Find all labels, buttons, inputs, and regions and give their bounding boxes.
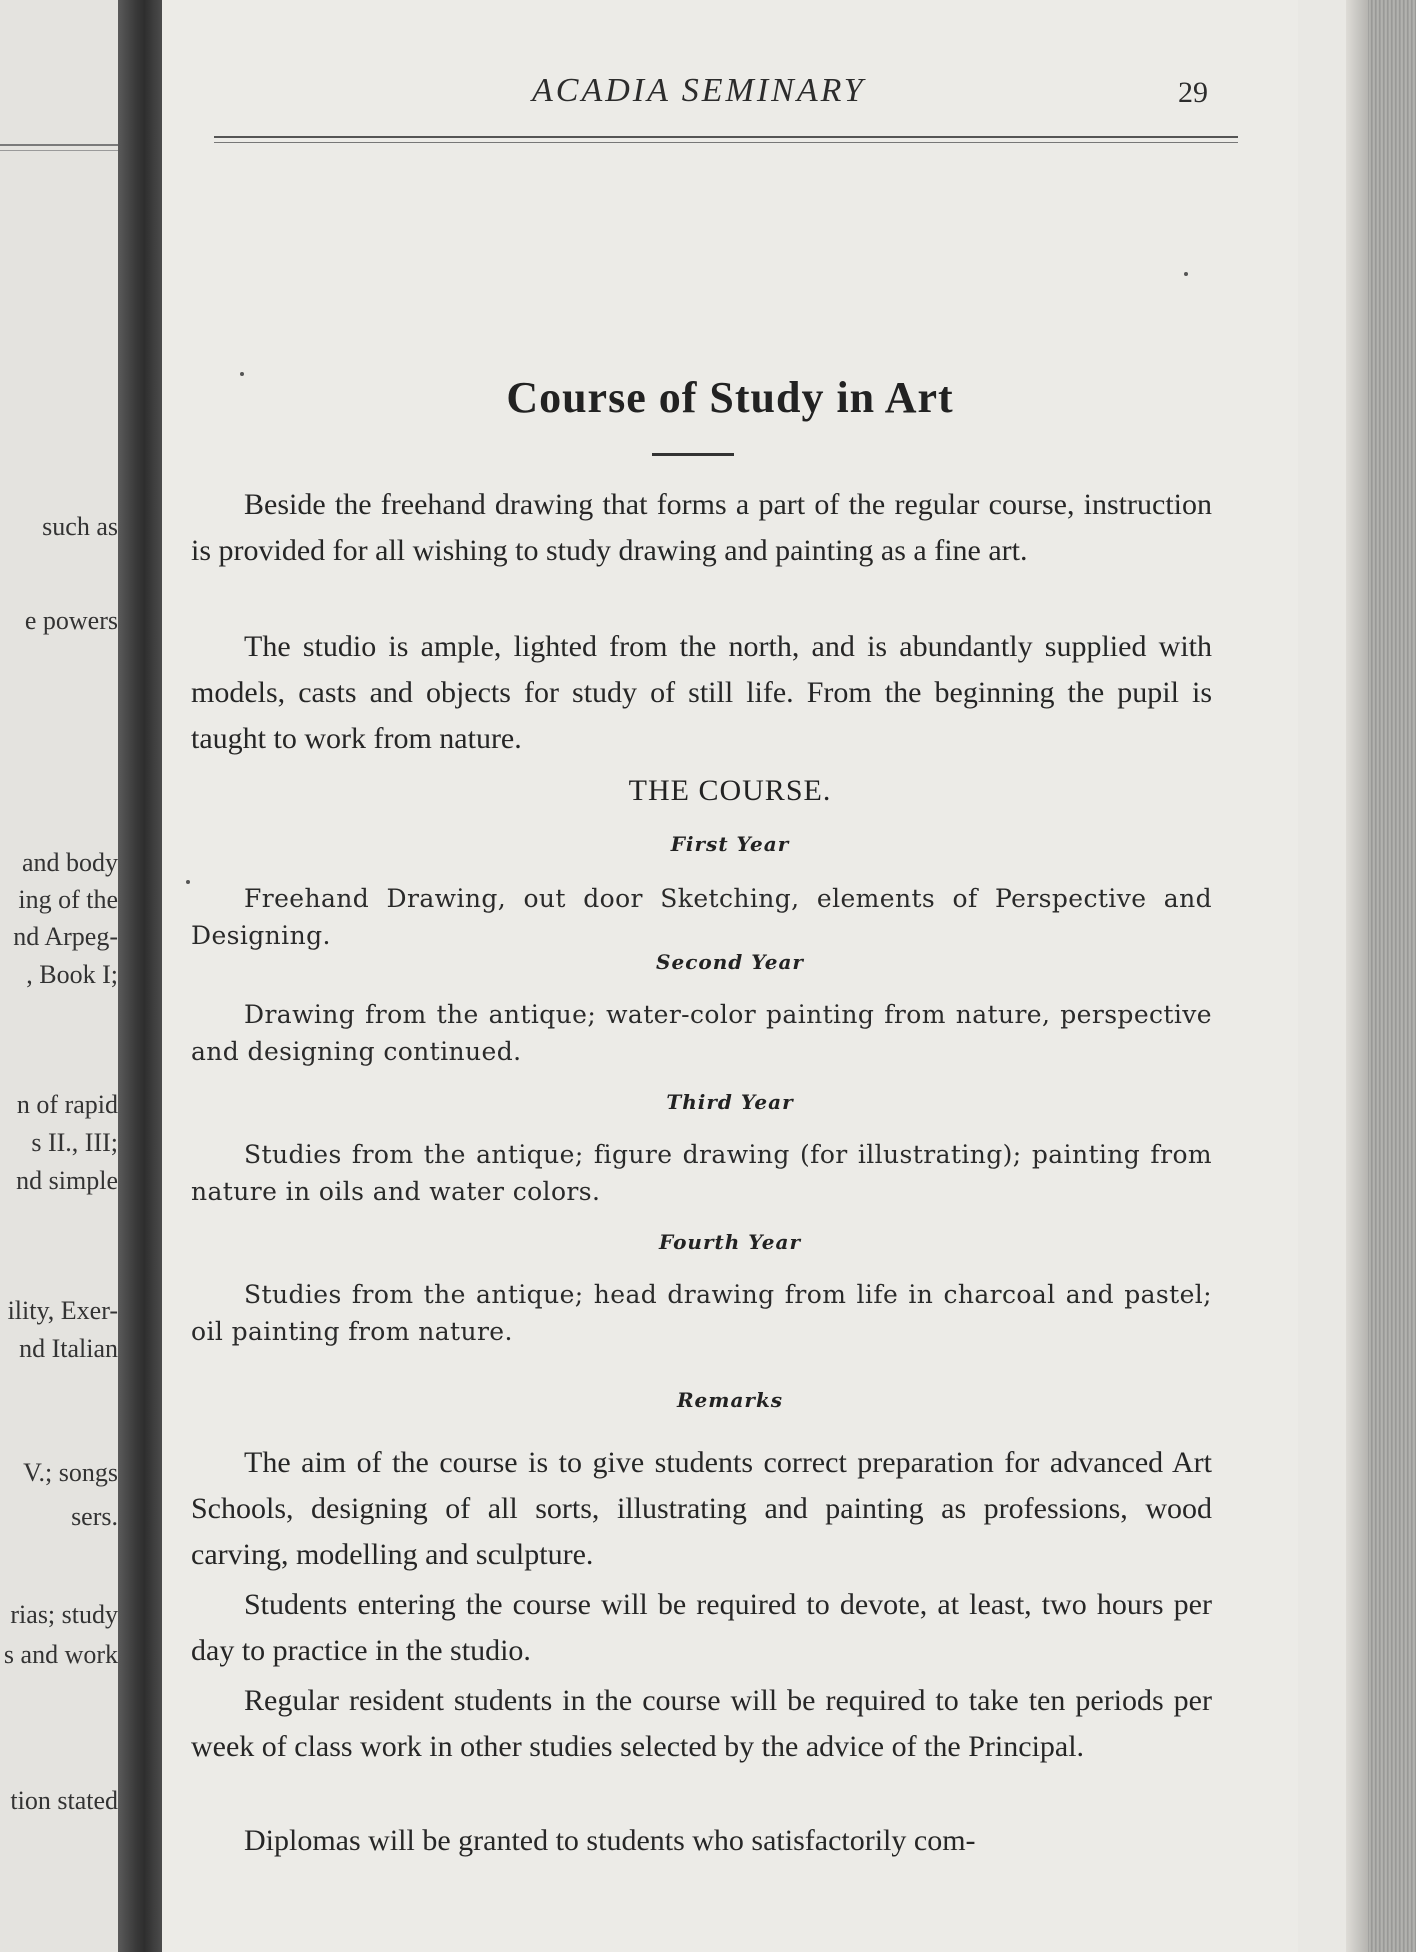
year-text-first: Freehand Drawing, out door Sketching, elements of Perspective and Designing. bbox=[191, 884, 1212, 950]
facing-page-line: e powers bbox=[24, 606, 118, 635]
book-binding-gutter bbox=[118, 0, 162, 1952]
year-text-third: Studies from the antique; figure drawing (for illustrating); painting from nature in oils and water colors. bbox=[191, 1140, 1212, 1206]
header-rule bbox=[214, 136, 1238, 138]
facing-page-line: ing of the bbox=[18, 885, 118, 914]
page-header bbox=[192, 62, 1232, 122]
facing-page bbox=[0, 0, 128, 1952]
facing-page-header-rule bbox=[0, 144, 118, 146]
facing-page-line: tion stated bbox=[10, 1786, 118, 1815]
page-edge-shadow bbox=[1346, 0, 1368, 1952]
remarks-heading: Remarks bbox=[676, 1388, 784, 1412]
intro-paragraph-2: The studio is ample, lighted from the north, and is abundantly supplied with models, casts and objects for study of still life. From the beginning the pupil is taught to work from nature. bbox=[191, 630, 1212, 755]
facing-page-line: nd simple bbox=[16, 1166, 118, 1195]
facing-page-line: s and work bbox=[3, 1640, 118, 1669]
page-number: 29 bbox=[1178, 76, 1208, 109]
year-heading-second: Second Year bbox=[656, 950, 804, 974]
book-page-edges bbox=[1368, 0, 1416, 1952]
remarks-paragraph-4: Diplomas will be granted to students who satisfactorily com- bbox=[244, 1824, 976, 1857]
running-head: ACADIA SEMINARY bbox=[532, 72, 866, 109]
facing-page-line: sers. bbox=[71, 1502, 118, 1531]
remarks-paragraph-1: The aim of the course is to give students correct preparation for advanced Art Schools, designing of all sorts, illustrating and painting as professions, wood carving, modelling and sculpture. bbox=[191, 1446, 1212, 1571]
book-page bbox=[162, 0, 1298, 1952]
page-title: Course of Study in Art bbox=[506, 373, 954, 422]
paper-speck bbox=[1184, 272, 1188, 276]
facing-page-header-rule-thin bbox=[0, 150, 118, 151]
course-heading: THE COURSE. bbox=[628, 774, 832, 807]
year-heading-first: First Year bbox=[670, 832, 790, 856]
facing-page-line: , Book I; bbox=[26, 960, 118, 989]
facing-page-line: nd Arpeg- bbox=[13, 922, 118, 951]
facing-page-line: V.; songs bbox=[23, 1458, 118, 1487]
year-heading-fourth: Fourth Year bbox=[658, 1230, 802, 1254]
facing-page-line: rias; study bbox=[10, 1600, 118, 1629]
year-text-second: Drawing from the antique; water-color painting from nature, perspective and designing continued. bbox=[191, 1000, 1212, 1066]
facing-page-line: n of rapid bbox=[16, 1090, 118, 1119]
remarks-paragraph-2: Students entering the course will be required to devote, at least, two hours per day to practice in the studio. bbox=[191, 1588, 1212, 1667]
paper-speck bbox=[240, 372, 244, 376]
paper-speck bbox=[186, 880, 190, 884]
remarks-paragraph-3: Regular resident students in the course will be required to take ten periods per week of class work in other studies selected by the advice of the Principal. bbox=[191, 1684, 1212, 1763]
facing-page-line: such as bbox=[42, 512, 118, 541]
facing-page-line: and body bbox=[21, 848, 118, 877]
header-rule-thin bbox=[214, 142, 1238, 143]
title-rule bbox=[652, 453, 734, 456]
intro-paragraph-1: Beside the freehand drawing that forms a part of the regular course, instruction is provided for all wishing to study drawing and painting as a fine art. bbox=[191, 488, 1212, 567]
facing-page-line: s II., III; bbox=[31, 1128, 118, 1157]
year-text-fourth: Studies from the antique; head drawing from life in charcoal and pastel; oil painting from nature. bbox=[191, 1280, 1212, 1346]
year-heading-third: Third Year bbox=[666, 1090, 794, 1114]
facing-page-line: ility, Exer- bbox=[7, 1296, 118, 1325]
facing-page-line: nd Italian bbox=[19, 1334, 118, 1363]
